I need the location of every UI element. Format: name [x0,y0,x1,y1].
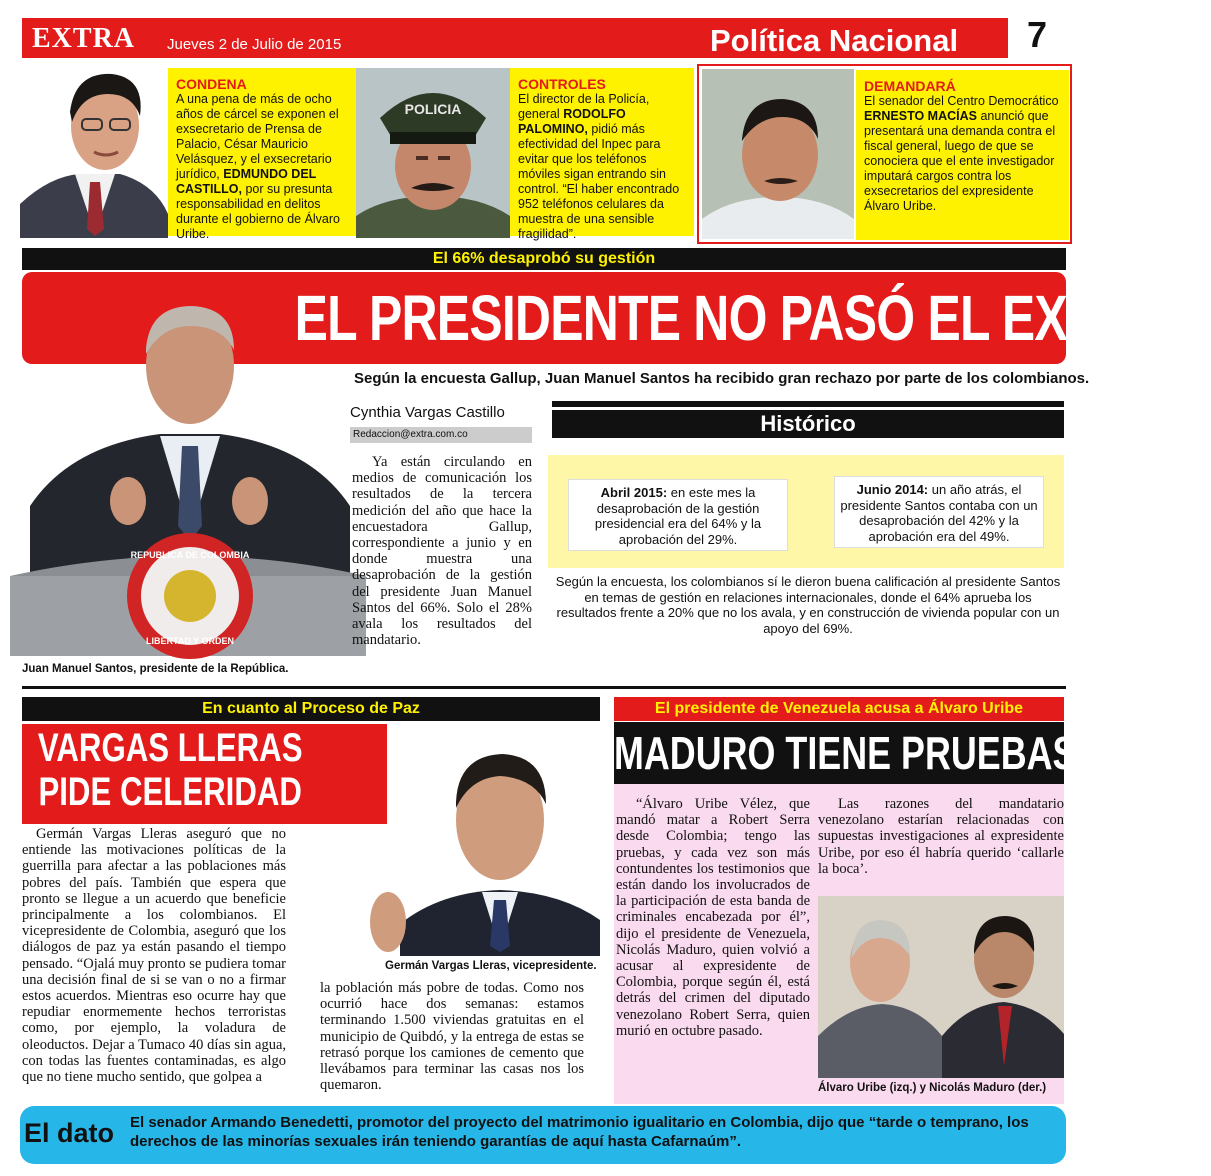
el-dato-label: El dato [24,1118,115,1148]
brief-bold-name: EDMUNDO DEL CASTILLO, [176,167,317,196]
historico-title: Histórico [760,411,856,436]
photo-vargas-lleras [360,724,600,956]
photo-man-glasses [20,64,168,238]
historico-box-junio [834,476,1044,548]
maduro-body-col2: Las razones del mandatario venezolano estarían relacionadas con supuestas investigaciones al expresidente Uribe, por eso él habría querido ‘callarle la boca’. [818,796,1064,877]
brief-bold-name: ERNESTO MACÍAS [864,109,977,123]
section-divider [22,686,1066,689]
photo-police-general [356,68,510,238]
byline-author: Cynthia Vargas Castillo [350,404,505,421]
maduro-headline: MADURO TIENE PRUEBAS [614,727,1077,779]
brief-text: El senador del Centro Democrático [864,94,1059,108]
main-headline: EL PRESIDENTE NO PASÓ EL EXÁMEN [294,282,1211,354]
vargas-body-col2: la población más pobre de todas. Como nos ocurrió hace dos semanas: estamos terminando 1.500 viviendas gratuitas en el municipio de Quibdó, y la entrega de estas se retrasó porque los camiones de cemento que llevábamos para terminar las casas nos los quemaron. [320,980,584,1094]
historico-box-text: un año atrás, el presidente Santos contaba con un desaprobación del 42% y la aprobación era del 49%. [840,482,1038,544]
historico-box-abril [568,479,788,551]
brief-text: pidió más efectividad del Inpec para evitar que los teléfonos móviles sigan entrando sin control. “El haber encontrado 952 teléfonos celulares da muestra de una sensible fragilidad”. [518,122,680,241]
photo-caption: Germán Vargas Lleras, vicepresidente. [385,960,597,972]
subheadline: Según la encuesta Gallup, Juan Manuel Santos ha recibido gran rechazo por parte de los colombianos. [354,370,1090,387]
photo-uribe-maduro [818,896,1064,1078]
brief-text: anunció que presentará una demanda contra el fiscal general, luego de que se conociera que el ente investigador imputará cargos contra los exsecretarios del expresidente Álvaro Uribe. [864,109,1056,213]
brief-kicker: CONDENA [176,76,247,92]
historico-box-label: Abril 2015: [600,485,668,500]
issue-date: Jueves 2 de Julio de 2015 [167,36,342,53]
historico-text: Según la encuesta, los colombianos sí le dieron buena calificación al presidente Santos en temas de gestión en relaciones internacionales, donde el 64% aprueba los resultados frente a 20% que no los avala, y en construcción de vivienda popular con un apoyo del 69%. [555,574,1061,636]
svg-text:LIBERTAD Y ORDEN: LIBERTAD Y ORDEN [145,636,235,646]
historico-box-text: en este mes la desaprobación de la gestión presidencial era del 64% y la aprobación del 29%. [594,485,762,547]
brief-kicker: CONTROLES [518,76,606,92]
brief-kicker: DEMANDARÁ [864,78,956,94]
vargas-body-col1: Germán Vargas Lleras aseguró que no entiende las motivaciones políticas de la guerrilla para afectar a las poblaciones más pobres del país. También que espera que pronto se llegue a un acuerdo que beneficie principalmente a los colombianos. El vicepresidente de Colombia, aseguró que los diálogos de paz ya están pasando el tiempo pensado. “Ojalá muy pronto se pudiera tomar una decisión final de si se van o no a firmar estos acuerdos. Mientras eso ocurre hay que repudiar enormemente hechos terroristas como, por ejemplo, la voladura de oleoductos. Dejar a Tumaco 40 días sin agua, con todas las fuentes contaminadas, es algo que no tiene mucho sentido, que golpea a [22,826,286,1086]
photo-caption: Álvaro Uribe (izq.) y Nicolás Maduro (der.) [818,1082,1047,1094]
svg-text:REPUBLICA DE COLOMBIA: REPUBLICA DE COLOMBIA [130,550,250,560]
page-number: 7 [1026,14,1048,55]
svg-text:POLICIA: POLICIA [404,101,462,117]
brief-demandara [856,70,1069,240]
main-body-text: Ya están circulando en medios de comunicación los resultados de la tercera medición del año que hace la encuestadora Gallup, correspondiente a junio y en donde muestra una desaprobación de la gestión del presidente Juan Manuel Santos del 66%. Solo el 28% avala los resultados del mandatario. [352,454,532,649]
brief-condena [168,68,356,241]
historico-box-label: Junio 2014: [856,482,929,497]
newspaper-logo: EXTRA [32,23,136,54]
brief-text: A una pena de más de ocho años de cárcel se exponen el exsecretario de Prensa de Palacio, César Mauricio Velásquez, y el exsecretario jurídico, [176,92,339,181]
byline-email: Redaccion@extra.com.co [350,427,532,443]
maduro-kicker: El presidente de Venezuela acusa a Álvaro Uribe [654,700,1024,717]
brief-text: El director de la Policía, general [518,92,650,121]
historico-rule [552,401,1064,407]
photo-senator [702,69,854,239]
brief-controles [510,68,694,241]
section-title: Política Nacional [710,23,959,58]
main-kicker: El 66% desaprobó su gestión [432,250,656,267]
el-dato-text: El senador Armando Benedetti, promotor del proyecto del matrimonio igualitario en Colombia, dijo que “tarde o temprano, los derechos de las minorías sexuales irán teniendo garantías de aquí hasta Cafarnaúm”. [130,1114,1029,1150]
photo-santos-podium [10,296,366,656]
maduro-body-col1: “Álvaro Uribe Vélez, que mandó matar a Robert Serra desde Colombia; tengo las pruebas, y cada vez son más contundentes los testimonios que están dando los involucrados de la participación de esta banda de criminales encabezada por él”, dijo el presidente de Venezuela, Nicolás Maduro, quien volvió a acusar al expresidente de Colombia, porque según él, está detrás del crimen del diputado venezolano Robert Serra, quien murió en octubre pasado. [616,796,810,1039]
vargas-kicker: En cuanto al Proceso de Paz [202,700,420,717]
brief-bold-name: RODOLFO PALOMINO, [518,107,626,136]
brief-text: por su presunta responsabilidad en delitos durante el gobierno de Álvaro Uribe. [176,182,341,241]
photo-caption: Juan Manuel Santos, presidente de la República. [22,663,289,675]
vargas-headline: VARGAS LLERAS PIDE CELERIDAD [37,726,303,814]
